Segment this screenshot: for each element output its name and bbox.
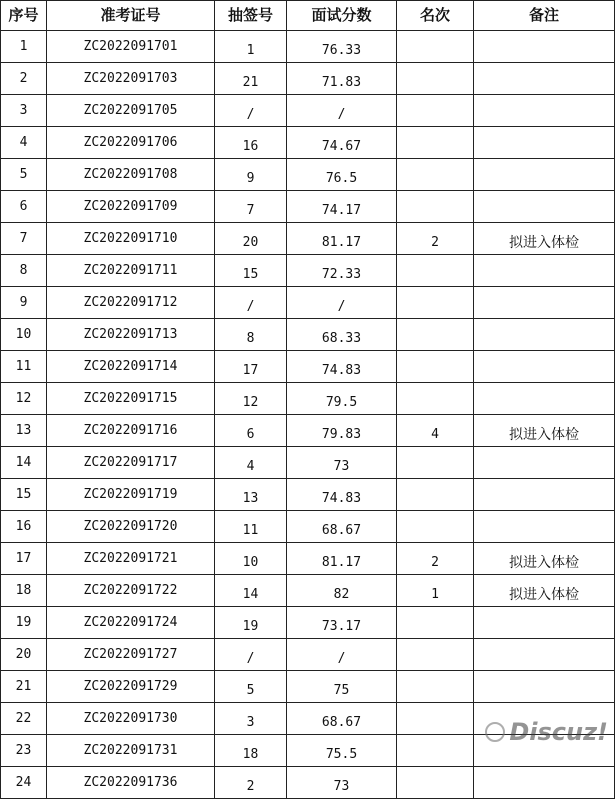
draw-number-cell: 11 [215, 511, 287, 543]
rank-cell: 2 [397, 543, 474, 575]
table-row [1, 415, 615, 447]
draw-number-cell: 20 [215, 223, 287, 255]
table-row [1, 447, 615, 479]
rank-cell [397, 287, 474, 319]
exam-id-cell: ZC2022091708 [47, 159, 215, 191]
draw-number-cell: 9 [215, 159, 287, 191]
rank-cell [397, 511, 474, 543]
exam-id-cell: ZC2022091720 [47, 511, 215, 543]
draw-number-cell: 17 [215, 351, 287, 383]
table-row [1, 607, 615, 639]
chat-bubble-icon [485, 722, 505, 742]
header-rank: 名次 [397, 1, 474, 31]
remarks-cell [474, 639, 615, 671]
header-row [1, 1, 615, 31]
rank-cell [397, 63, 474, 95]
header-remarks: 备注 [474, 1, 615, 31]
score-cell: 73 [287, 767, 397, 799]
score-cell: 72.33 [287, 255, 397, 287]
exam-id-cell: ZC2022091703 [47, 63, 215, 95]
draw-number-cell: / [215, 95, 287, 127]
exam-id-cell: ZC2022091714 [47, 351, 215, 383]
rank-cell: 2 [397, 223, 474, 255]
draw-number-cell: 10 [215, 543, 287, 575]
exam-id-cell: ZC2022091713 [47, 319, 215, 351]
seq-cell: 14 [1, 447, 47, 479]
rank-cell [397, 319, 474, 351]
exam-id-cell: ZC2022091709 [47, 191, 215, 223]
remarks-cell [474, 607, 615, 639]
table-row [1, 511, 615, 543]
seq-cell: 23 [1, 735, 47, 767]
draw-number-cell: 16 [215, 127, 287, 159]
table-row [1, 63, 615, 95]
exam-id-cell: ZC2022091705 [47, 95, 215, 127]
seq-cell: 24 [1, 767, 47, 799]
score-cell: 75 [287, 671, 397, 703]
draw-number-cell: 14 [215, 575, 287, 607]
remarks-cell [474, 447, 615, 479]
score-cell: 79.5 [287, 383, 397, 415]
table-row [1, 639, 615, 671]
draw-number-cell: 2 [215, 767, 287, 799]
table-row [1, 95, 615, 127]
remarks-cell: 拟进入体检 [474, 543, 615, 575]
rank-cell [397, 479, 474, 511]
exam-id-cell: ZC2022091711 [47, 255, 215, 287]
exam-id-cell: ZC2022091710 [47, 223, 215, 255]
draw-number-cell: 15 [215, 255, 287, 287]
exam-id-cell: ZC2022091730 [47, 703, 215, 735]
draw-number-cell: 3 [215, 703, 287, 735]
score-cell: 71.83 [287, 63, 397, 95]
table-row [1, 319, 615, 351]
rank-cell [397, 95, 474, 127]
score-cell: 76.33 [287, 31, 397, 63]
draw-number-cell: / [215, 287, 287, 319]
score-cell: 68.67 [287, 703, 397, 735]
score-cell: / [287, 639, 397, 671]
exam-id-cell: ZC2022091731 [47, 735, 215, 767]
remarks-cell [474, 287, 615, 319]
exam-id-cell: ZC2022091722 [47, 575, 215, 607]
rank-cell [397, 127, 474, 159]
seq-cell: 2 [1, 63, 47, 95]
remarks-cell [474, 511, 615, 543]
score-cell: 68.67 [287, 511, 397, 543]
draw-number-cell: 19 [215, 607, 287, 639]
score-cell: 76.5 [287, 159, 397, 191]
remarks-cell [474, 191, 615, 223]
remarks-cell [474, 383, 615, 415]
table-row [1, 479, 615, 511]
exam-id-cell: ZC2022091727 [47, 639, 215, 671]
exam-id-cell: ZC2022091715 [47, 383, 215, 415]
seq-cell: 21 [1, 671, 47, 703]
score-cell: 79.83 [287, 415, 397, 447]
remarks-cell [474, 479, 615, 511]
table-row [1, 287, 615, 319]
score-cell: 68.33 [287, 319, 397, 351]
watermark [485, 719, 608, 745]
remarks-cell [474, 319, 615, 351]
seq-cell: 16 [1, 511, 47, 543]
score-cell: 81.17 [287, 543, 397, 575]
exam-id-cell: ZC2022091706 [47, 127, 215, 159]
draw-number-cell: 7 [215, 191, 287, 223]
table-row [1, 575, 615, 607]
seq-cell: 11 [1, 351, 47, 383]
seq-cell: 6 [1, 191, 47, 223]
exam-id-cell: ZC2022091701 [47, 31, 215, 63]
rank-cell: 1 [397, 575, 474, 607]
exam-id-cell: ZC2022091729 [47, 671, 215, 703]
table-row [1, 671, 615, 703]
score-cell: 74.67 [287, 127, 397, 159]
remarks-cell [474, 767, 615, 799]
rank-cell [397, 767, 474, 799]
seq-cell: 9 [1, 287, 47, 319]
exam-id-cell: ZC2022091717 [47, 447, 215, 479]
seq-cell: 17 [1, 543, 47, 575]
seq-cell: 12 [1, 383, 47, 415]
seq-cell: 1 [1, 31, 47, 63]
seq-cell: 22 [1, 703, 47, 735]
seq-cell: 18 [1, 575, 47, 607]
draw-number-cell: 12 [215, 383, 287, 415]
remarks-cell: 拟进入体检 [474, 223, 615, 255]
table-row [1, 255, 615, 287]
table-row [1, 767, 615, 799]
draw-number-cell: / [215, 639, 287, 671]
seq-cell: 3 [1, 95, 47, 127]
score-cell: 75.5 [287, 735, 397, 767]
rank-cell [397, 639, 474, 671]
table-row [1, 543, 615, 575]
seq-cell: 8 [1, 255, 47, 287]
rank-cell [397, 607, 474, 639]
draw-number-cell: 1 [215, 31, 287, 63]
rank-cell [397, 447, 474, 479]
table-row [1, 191, 615, 223]
score-cell: 73.17 [287, 607, 397, 639]
watermark-text: Discuz! [509, 718, 608, 746]
seq-cell: 19 [1, 607, 47, 639]
header-exam-id: 准考证号 [47, 1, 215, 31]
header-draw-number: 抽签号 [215, 1, 287, 31]
score-cell: 74.17 [287, 191, 397, 223]
rank-cell [397, 255, 474, 287]
score-cell: 81.17 [287, 223, 397, 255]
score-cell: 74.83 [287, 351, 397, 383]
seq-cell: 20 [1, 639, 47, 671]
remarks-cell [474, 127, 615, 159]
table-row [1, 351, 615, 383]
score-cell: / [287, 287, 397, 319]
header-seq: 序号 [1, 1, 47, 31]
table-body [1, 31, 615, 799]
rank-cell [397, 735, 474, 767]
table-row [1, 31, 615, 63]
rank-cell [397, 671, 474, 703]
remarks-cell [474, 671, 615, 703]
remarks-cell [474, 95, 615, 127]
exam-id-cell: ZC2022091712 [47, 287, 215, 319]
rank-cell [397, 191, 474, 223]
exam-id-cell: ZC2022091724 [47, 607, 215, 639]
table-row [1, 159, 615, 191]
remarks-cell [474, 351, 615, 383]
score-cell: 74.83 [287, 479, 397, 511]
rank-cell [397, 703, 474, 735]
exam-id-cell: ZC2022091719 [47, 479, 215, 511]
header-interview-score: 面试分数 [287, 1, 397, 31]
rank-cell [397, 351, 474, 383]
rank-cell [397, 31, 474, 63]
remarks-cell [474, 63, 615, 95]
score-cell: 82 [287, 575, 397, 607]
seq-cell: 4 [1, 127, 47, 159]
remarks-cell [474, 159, 615, 191]
score-cell: / [287, 95, 397, 127]
rank-cell [397, 383, 474, 415]
exam-id-cell: ZC2022091721 [47, 543, 215, 575]
rank-cell: 4 [397, 415, 474, 447]
remarks-cell [474, 255, 615, 287]
exam-id-cell: ZC2022091736 [47, 767, 215, 799]
table-row [1, 127, 615, 159]
draw-number-cell: 6 [215, 415, 287, 447]
seq-cell: 5 [1, 159, 47, 191]
seq-cell: 13 [1, 415, 47, 447]
rank-cell [397, 159, 474, 191]
draw-number-cell: 18 [215, 735, 287, 767]
draw-number-cell: 13 [215, 479, 287, 511]
draw-number-cell: 4 [215, 447, 287, 479]
table-row [1, 223, 615, 255]
table-row [1, 383, 615, 415]
draw-number-cell: 21 [215, 63, 287, 95]
draw-number-cell: 5 [215, 671, 287, 703]
remarks-cell: 拟进入体检 [474, 415, 615, 447]
score-cell: 73 [287, 447, 397, 479]
remarks-cell: 拟进入体检 [474, 575, 615, 607]
seq-cell: 15 [1, 479, 47, 511]
seq-cell: 7 [1, 223, 47, 255]
exam-id-cell: ZC2022091716 [47, 415, 215, 447]
remarks-cell [474, 31, 615, 63]
draw-number-cell: 8 [215, 319, 287, 351]
seq-cell: 10 [1, 319, 47, 351]
